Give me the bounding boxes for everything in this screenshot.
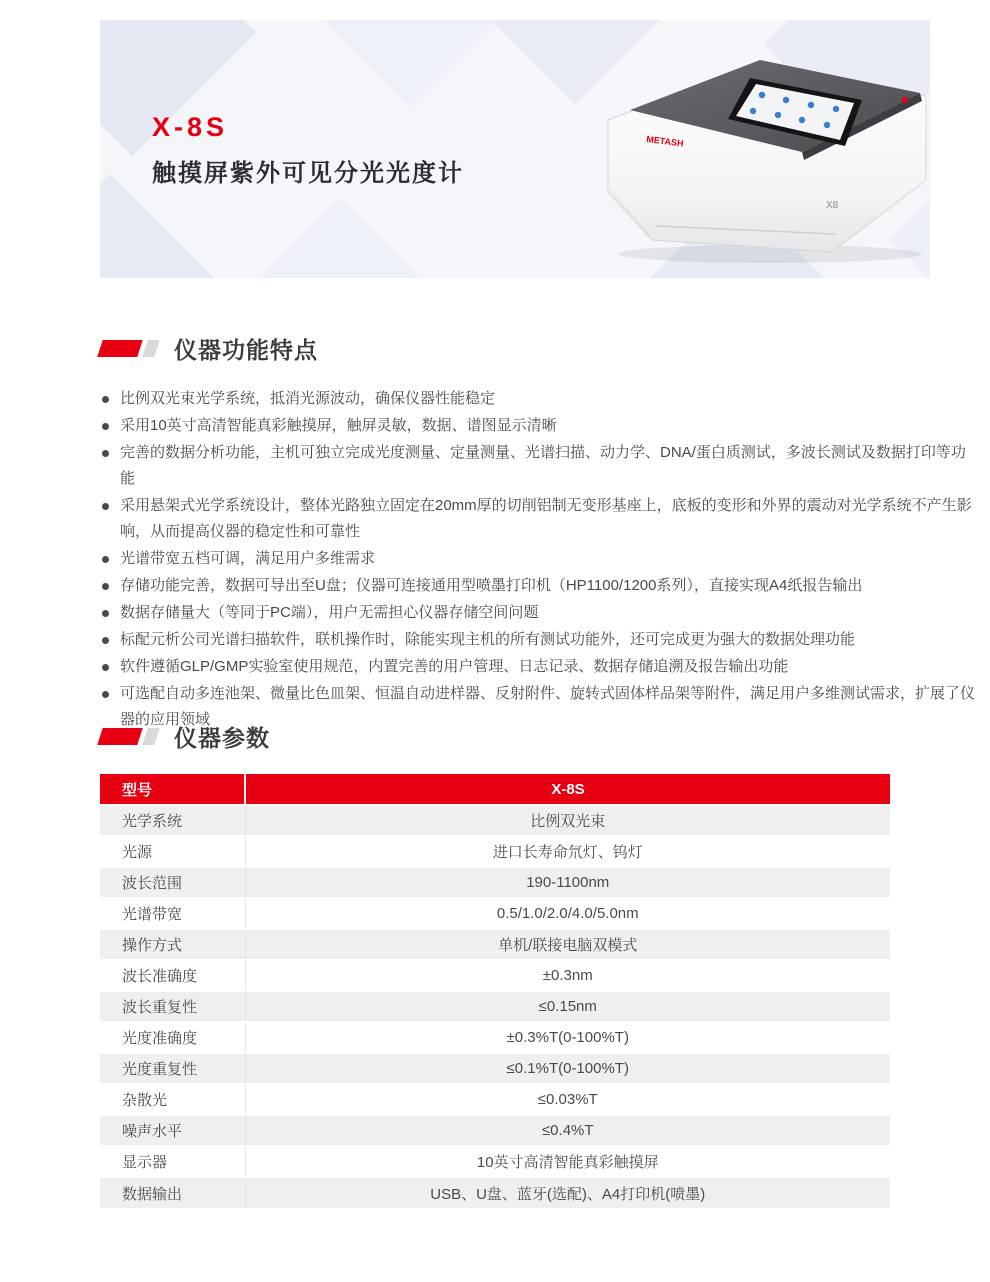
feature-text: 采用悬架式光学系统设计，整体光路独立固定在20mm厚的切削铝制无变形基座上，底板的变形和外界的震动对光学系统不产生影响，从而提高仪器的稳定性和可靠性 <box>120 497 972 540</box>
param-label: 噪声水平 <box>100 1115 245 1146</box>
front-model-label: X8 <box>826 200 839 211</box>
table-row <box>100 805 890 836</box>
param-value: ±0.3nm <box>542 967 593 984</box>
table-row <box>100 929 890 960</box>
feature-text: 采用10英寸高清智能真彩触摸屏，触屏灵敏，数据、谱图显示清晰 <box>120 417 557 434</box>
bullet-icon <box>102 396 109 403</box>
param-label: 光度准确度 <box>100 1022 245 1053</box>
marker-gray-bar <box>142 340 160 357</box>
param-value: ±0.3%T(0-100%T) <box>506 1029 629 1046</box>
feature-item <box>100 440 980 492</box>
param-value: USB、U盘、蓝牙(选配)、A4打印机(喷墨) <box>430 1185 706 1203</box>
param-value: ≤0.03%T <box>537 1091 598 1108</box>
parameters-heading <box>100 722 890 750</box>
param-label: 光度重复性 <box>100 1053 245 1084</box>
param-label: 光谱带宽 <box>100 898 245 929</box>
hero-banner <box>100 20 930 278</box>
table-row <box>100 960 890 991</box>
feature-item <box>100 386 980 412</box>
feature-list <box>100 386 980 733</box>
feature-item <box>100 493 980 545</box>
bullet-icon <box>102 503 109 510</box>
param-value: ≤0.1%T(0-100%T) <box>506 1060 629 1077</box>
feature-text: 存储功能完善，数据可导出至U盘；仪器可连接通用型喷墨打印机（HP1100/1200系列），直接实现A4纸报告输出 <box>120 577 863 594</box>
feature-text: 数据存储量大（等同于PC端），用户无需担心仪器存储空间问题 <box>120 604 539 621</box>
table-row <box>100 1084 890 1115</box>
bullet-icon <box>102 583 109 590</box>
param-value: 10英寸高清智能真彩触摸屏 <box>476 1154 659 1171</box>
hero-pattern-diamond <box>248 198 432 278</box>
parameters-section <box>100 722 890 1208</box>
feature-text: 标配元析公司光谱扫描软件，联机操作时，除能实现主机的所有测试功能外，还可完成更为强大的数据处理功能 <box>120 631 856 648</box>
param-label: 数据输出 <box>100 1177 245 1208</box>
bullet-icon <box>102 423 109 430</box>
table-row <box>100 991 890 1022</box>
param-value: 进口长寿命氘灯、钨灯 <box>492 844 643 861</box>
table-row <box>100 1115 890 1146</box>
param-label: 光学系统 <box>100 805 245 836</box>
param-label: 波长范围 <box>100 867 245 898</box>
features-section <box>100 334 980 734</box>
parameters-table <box>100 774 890 1208</box>
param-label: 光源 <box>100 836 245 867</box>
param-value: ≤0.4%T <box>541 1122 594 1139</box>
section-marker-icon <box>100 728 158 745</box>
feature-text: 光谱带宽五档可调，满足用户多维需求 <box>120 550 376 567</box>
param-label: 波长准确度 <box>100 960 245 991</box>
param-label: 波长重复性 <box>100 991 245 1022</box>
feature-item <box>100 573 980 599</box>
table-row <box>100 1053 890 1084</box>
feature-item <box>100 627 980 653</box>
table-row <box>100 1146 890 1177</box>
bullet-icon <box>102 664 109 671</box>
section-marker-icon <box>100 340 158 357</box>
feature-item <box>100 546 980 572</box>
param-value: 单机/联接电脑双模式 <box>498 937 638 954</box>
product-subtitle: 触摸屏紫外可见分光光度计 <box>152 160 464 187</box>
param-label: 显示器 <box>100 1146 245 1177</box>
feature-text: 比例双光束光学系统，抵消光源波动，确保仪器性能稳定 <box>120 390 496 407</box>
spectrophotometer-illustration <box>600 40 930 268</box>
lid-logo-dot <box>902 97 908 103</box>
param-value: 0.5/1.0/2.0/4.0/5.0nm <box>496 905 639 922</box>
bullet-icon <box>102 450 109 457</box>
bullet-icon <box>102 691 109 698</box>
feature-text: 可选配自动多连池架、微量比色皿架、恒温自动进样器、反射附件、旋转式固体样品架等附件，满足用户多维测试需求，扩展了仪器的应用领域 <box>120 685 976 728</box>
product-model: X-8S <box>152 112 229 142</box>
bullet-icon <box>102 556 109 563</box>
marker-red-bar <box>97 340 143 357</box>
feature-item <box>100 413 980 439</box>
feature-text: 完善的数据分析功能，主机可独立完成光度测量、定量测量、光谱扫描、动力学、DNA/蛋白质测试，多波长测试及数据打印等功能 <box>120 444 966 487</box>
table-row <box>100 836 890 867</box>
table-header-row <box>100 774 890 805</box>
feature-text: 软件遵循GLP/GMP实验室使用规范，内置完善的用户管理、日志记录、数据存储追溯及报告输出功能 <box>120 658 789 675</box>
table-row <box>100 1022 890 1053</box>
marker-red-bar <box>97 728 143 745</box>
param-label: 杂散光 <box>100 1084 245 1115</box>
product-image <box>600 40 930 268</box>
parameters-title: 仪器参数 <box>174 724 270 751</box>
param-value: ≤0.15nm <box>538 998 597 1015</box>
bullet-icon <box>102 610 109 617</box>
marker-gray-bar <box>142 728 160 745</box>
param-header-value: X-8S <box>551 780 585 798</box>
hero-text-block <box>152 112 464 188</box>
feature-item <box>100 654 980 680</box>
table-row <box>100 1177 890 1208</box>
brand-logo: METASH <box>645 134 685 149</box>
param-value: 比例双光束 <box>530 813 606 830</box>
hero-pattern-diamond <box>304 20 516 106</box>
table-row <box>100 898 890 929</box>
param-label: 操作方式 <box>100 929 245 960</box>
feature-item <box>100 600 980 626</box>
hero-pattern-diamond <box>100 174 216 278</box>
features-heading <box>100 334 980 362</box>
param-header-label: 型号 <box>100 774 245 805</box>
features-title: 仪器功能特点 <box>174 336 318 363</box>
param-value: 190-1100nm <box>526 874 610 891</box>
table-row <box>100 867 890 898</box>
bullet-icon <box>102 637 109 644</box>
